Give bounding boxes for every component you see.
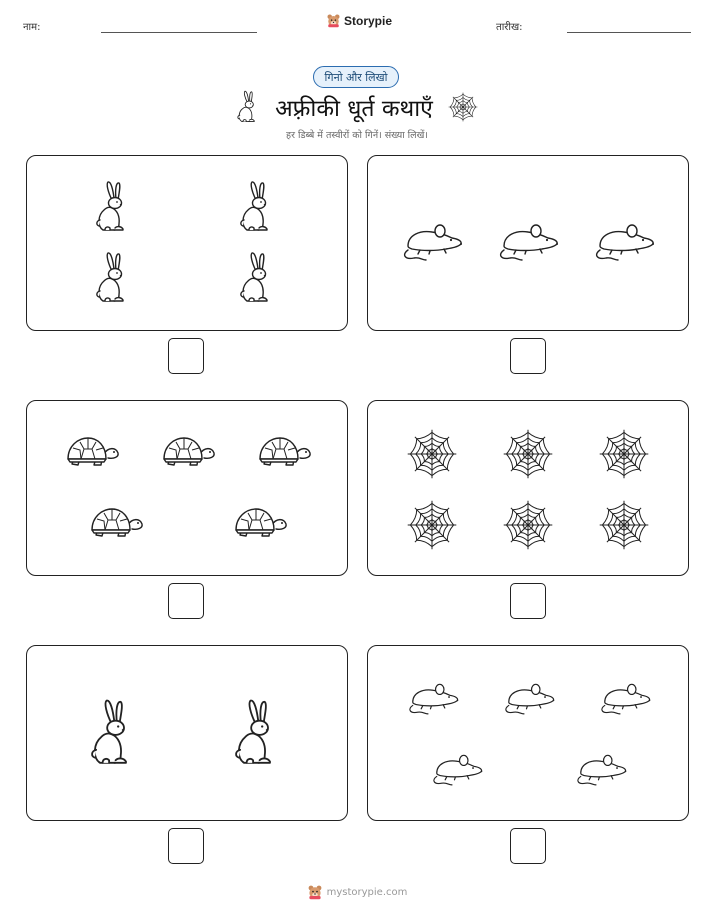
brand-logo — [326, 13, 392, 28]
tortoise-icon — [64, 434, 120, 470]
answer-box[interactable] — [510, 583, 546, 619]
tortoise-icon — [160, 434, 216, 470]
spider-web-icon — [405, 498, 459, 552]
date-line[interactable] — [567, 32, 691, 33]
answer-box[interactable] — [168, 338, 204, 374]
mouse-icon — [400, 218, 464, 262]
spider-web-icon — [447, 91, 479, 123]
rabbit-icon — [231, 698, 283, 768]
title-row — [0, 88, 714, 126]
rabbit-icon — [93, 180, 133, 234]
instructions: हर डिब्बे में तस्वीरों को गिनें। संख्या लिखें। — [286, 130, 428, 141]
spider-web-icon — [405, 427, 459, 481]
mouse-icon — [598, 678, 652, 716]
page-title: अफ़्रीकी धूर्त कथाएँ — [275, 96, 433, 122]
mouse-icon — [592, 218, 656, 262]
answer-box[interactable] — [168, 583, 204, 619]
counting-card — [26, 155, 348, 331]
rabbit-icon — [87, 698, 139, 768]
rabbit-icon — [235, 90, 261, 124]
activity-tag: गिनो और लिखो — [313, 66, 399, 88]
counting-card — [367, 645, 689, 821]
mouse-icon — [406, 678, 460, 716]
counting-card — [26, 400, 348, 576]
mouse-icon — [502, 678, 556, 716]
spider-web-icon — [501, 498, 555, 552]
tortoise-icon — [256, 434, 312, 470]
bear-icon — [307, 884, 323, 900]
tortoise-icon — [232, 505, 288, 541]
spider-web-icon — [597, 427, 651, 481]
footer-url: mystorypie.com — [326, 886, 408, 898]
rabbit-icon — [93, 251, 133, 305]
mouse-icon — [574, 749, 628, 787]
brand-name: Storypie — [344, 13, 393, 28]
answer-box[interactable] — [510, 338, 546, 374]
rabbit-icon — [237, 251, 277, 305]
name-label: नाम: — [23, 22, 41, 33]
footer — [0, 884, 714, 900]
bear-icon — [326, 13, 341, 28]
rabbit-icon — [237, 180, 277, 234]
counting-card — [367, 155, 689, 331]
answer-box[interactable] — [510, 828, 546, 864]
name-line[interactable] — [101, 32, 257, 33]
worksheet-header — [0, 0, 714, 50]
tortoise-icon — [88, 505, 144, 541]
counting-card — [26, 645, 348, 821]
mouse-icon — [430, 749, 484, 787]
date-label: तारीख: — [496, 22, 523, 33]
counting-card — [367, 400, 689, 576]
spider-web-icon — [597, 498, 651, 552]
answer-box[interactable] — [168, 828, 204, 864]
spider-web-icon — [501, 427, 555, 481]
mouse-icon — [496, 218, 560, 262]
